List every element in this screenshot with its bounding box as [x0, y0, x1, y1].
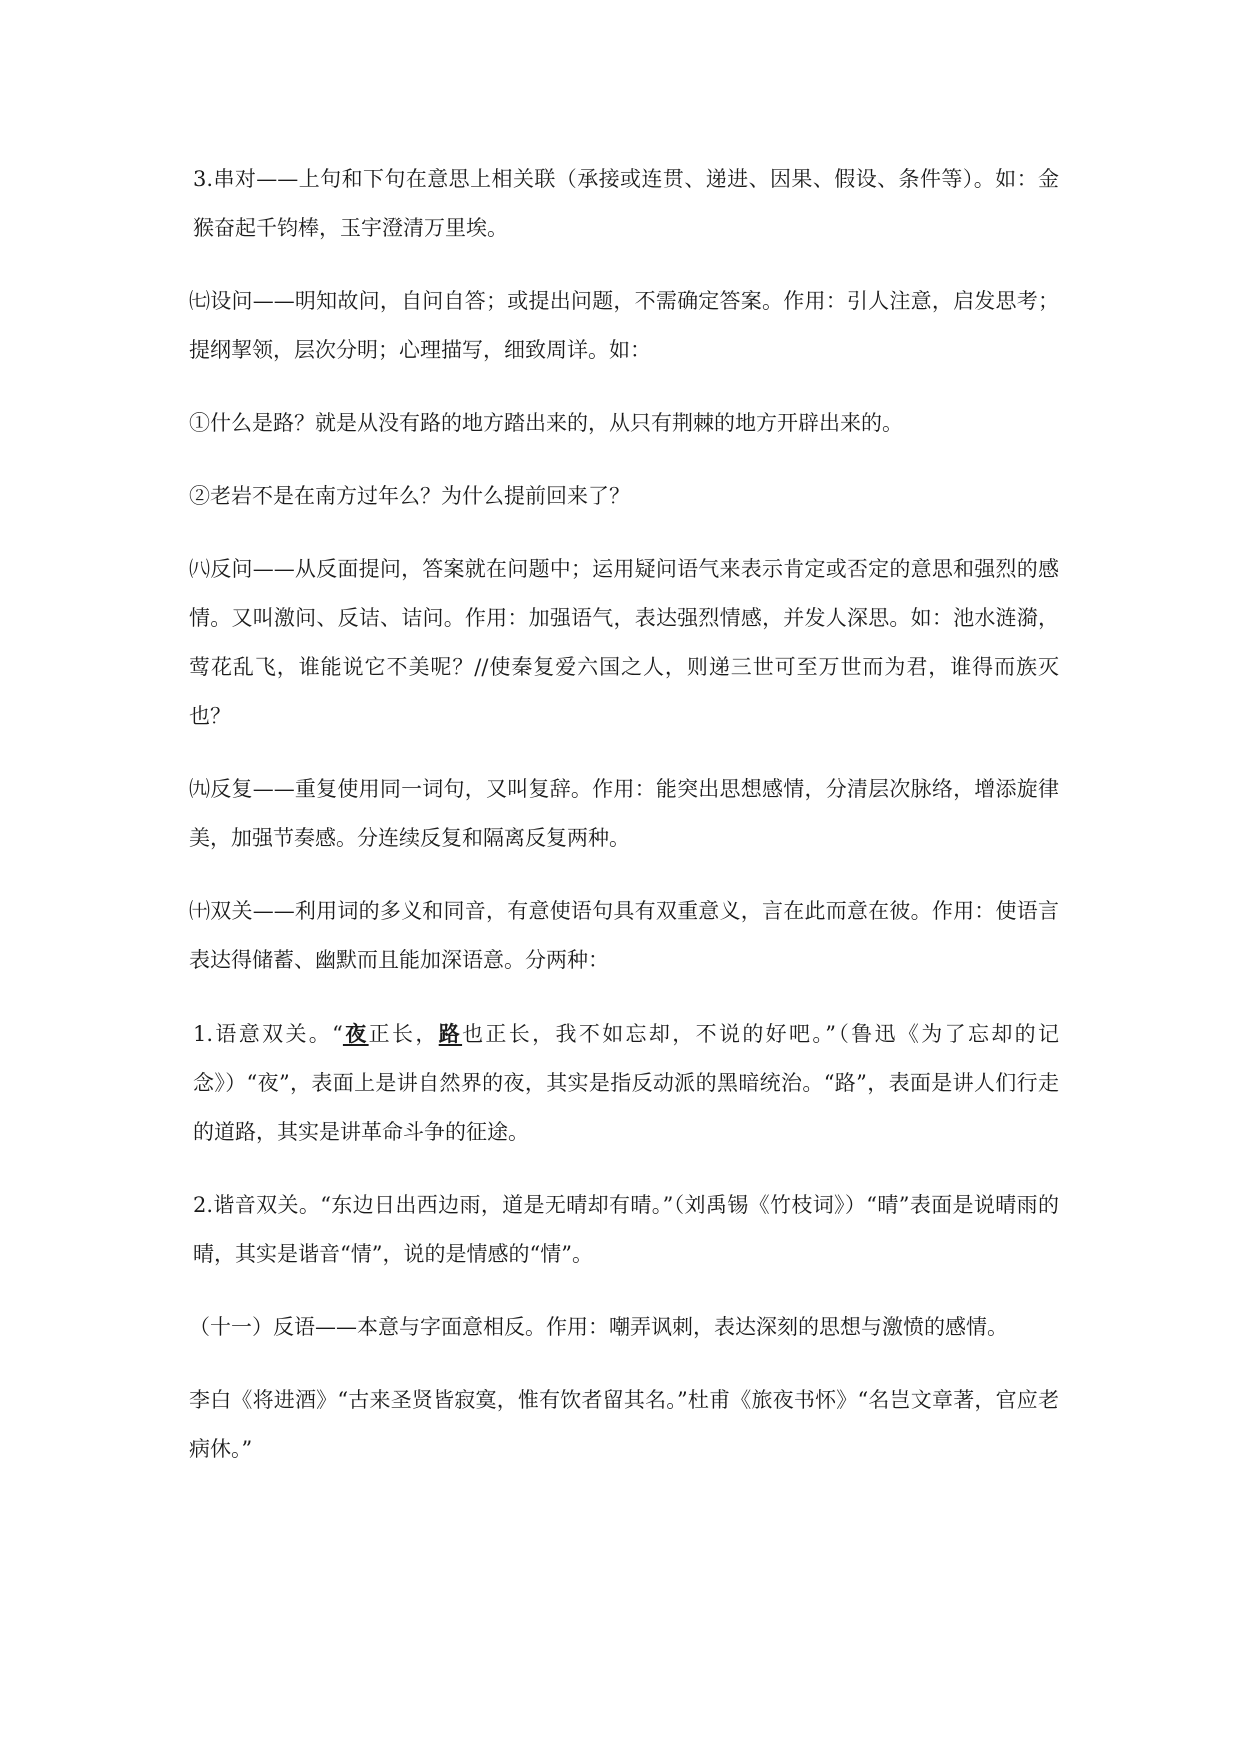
semantic-pun-prefix: 1.语意双关。“ — [193, 1022, 343, 1046]
paragraph-rhetorical-question-setup: ㈦设问——明知故问，自问自答；或提出问题，不需确定答案。作用：引人注意，启发思考；提纲挈领，层次分明；心理描写，细致周详。如： — [189, 289, 1059, 362]
paragraph-semantic-pun — [189, 1009, 1059, 1157]
paragraph-example-2: ②老岩不是在南方过年么？为什么提前回来了？ — [189, 484, 630, 508]
paragraph-poem-examples: 李白《将进酒》“古来圣贤皆寂寞，惟有饮者留其名。”杜甫《旅夜书怀》“名岂文章著，官应老病休。” — [189, 1388, 1059, 1461]
keyword-road: 路 — [438, 1021, 463, 1046]
paragraph-rhetorical-question: ㈧反问——从反面提问，答案就在问题中；运用疑问语气来表示肯定或否定的意思和强烈的感情。又叫激问、反诘、诘问。作用：加强语气，表达强烈情感，并发人深思。如：池水涟漪，莺花乱飞，谁能说它不美呢？//使秦复爱六国之人，则递三世可至万世而为君，谁得而族灭也？ — [189, 557, 1059, 728]
semantic-pun-mid: 正长， — [368, 1022, 439, 1046]
paragraph-chain-couplet: 3.串对——上句和下句在意思上相关联（承接或连贯、递进、因果、假设、条件等）。如：金猴奋起千钧棒，玉宇澄清万里埃。 — [193, 167, 1059, 240]
paragraph-homophone-pun: 2.谐音双关。“东边日出西边雨，道是无晴却有晴。”（刘禹锡《竹枝词》）“晴”表面是说晴雨的晴，其实是谐音“情”，说的是情感的“情”。 — [193, 1193, 1059, 1266]
semantic-pun-rest: 也正长，我不如忘却，不说的好吧。”（鲁迅《为了忘却的记念》）“夜”，表面上是讲自然界的夜，其实是指反动派的黑暗统治。“路”，表面是讲人们行走的道路，其实是讲革命斗争的征途。 — [193, 1022, 1060, 1144]
paragraph-repetition: ㈨反复——重复使用同一词句，又叫复辞。作用：能突出思想感情，分清层次脉络，增添旋律美，加强节奏感。分连续反复和隔离反复两种。 — [189, 777, 1059, 850]
paragraph-pun: ㈩双关——利用词的多义和同音，有意使语句具有双重意义，言在此而意在彼。作用：使语言表达得储蓄、幽默而且能加深语意。分两种： — [189, 899, 1059, 972]
document-body — [189, 155, 1059, 1498]
paragraph-irony: （十一）反语——本意与字面意相反。作用：嘲弄讽刺，表达深刻的思想与激愤的感情。 — [189, 1315, 1008, 1339]
paragraph-example-1: ①什么是路？就是从没有路的地方踏出来的，从只有荆棘的地方开辟出来的。 — [189, 411, 903, 435]
keyword-night: 夜 — [342, 1021, 369, 1046]
